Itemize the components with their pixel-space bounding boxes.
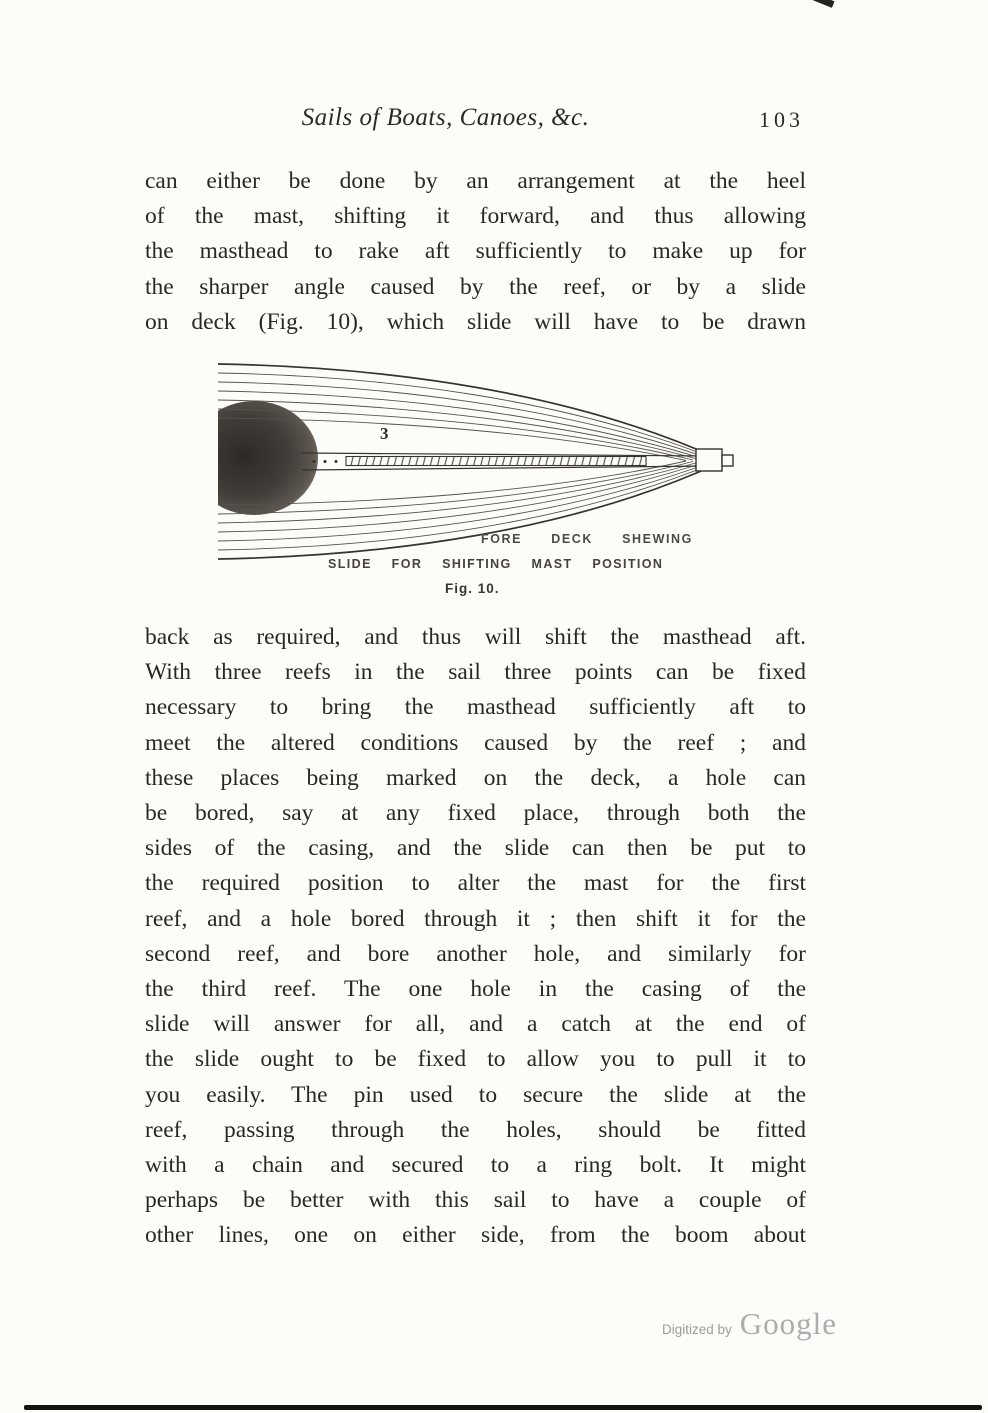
text-line: perhaps be better with this sail to have a couple of — [145, 1187, 806, 1214]
text-line: back as required, and thus will shift the masthead aft. — [145, 624, 806, 650]
text-line: slide will answer for all, and a catch at the end of — [145, 1011, 806, 1038]
text-line: the third reef. The one hole in the casing of the — [145, 976, 806, 1003]
text-line: second reef, and bore another hole, and similarly for — [145, 940, 806, 967]
digitized-by-text: Digitized by — [662, 1322, 732, 1337]
text-line: necessary to bring the masthead sufficiently aft to — [145, 694, 806, 721]
running-title: Sails of Boats, Canoes, &c. — [301, 104, 590, 131]
text-line: can either be done by an arrangement at the heel — [145, 168, 806, 194]
text-line: reef, and a hole bored through it ; then shift it for the — [145, 905, 806, 932]
text-line: with a chain and secured to a ring bolt. It might — [145, 1152, 806, 1179]
text-line: you easily. The pin used to secure the slide at the — [145, 1081, 806, 1108]
text-line: be bored, say at any fixed place, through both the — [145, 800, 806, 827]
scan-artifact — [811, 0, 834, 8]
bow-tip-fitting — [696, 449, 733, 471]
page-header — [145, 104, 806, 144]
text-line: these places being marked on the deck, a hole can — [145, 764, 806, 791]
text-line: of the mast, shifting it forward, and thus allowing — [145, 203, 806, 230]
paragraph-top — [145, 164, 806, 340]
slide-number-label: 3 — [380, 424, 389, 443]
text-line: sides of the casing, and the slide can then be put to — [145, 835, 806, 862]
text-line: on deck (Fig. 10), which slide will have to be drawn — [145, 308, 806, 335]
scan-edge-line — [24, 1405, 982, 1410]
text-line: With three reefs in the sail three points can be fixed — [145, 659, 806, 686]
page-number: 103 — [759, 107, 804, 132]
figure-caption-line-1: FORE DECK SHEWING — [481, 532, 694, 546]
text-line: the masthead to rake aft sufficiently to make up for — [145, 238, 806, 265]
google-logo: Google — [739, 1306, 838, 1341]
paragraph-bottom — [145, 620, 806, 1254]
slide-bar — [346, 457, 646, 466]
figure-caption-line-2: SLIDE FOR SHIFTING MAST POSITION — [328, 557, 664, 571]
figure-label: Fig. 10. — [445, 581, 500, 596]
figure-10 — [218, 358, 738, 606]
text-line: the slide ought to be fixed to allow you to pull it to — [145, 1046, 806, 1073]
text-line: the required position to alter the mast for the first — [145, 870, 806, 897]
text-line: other lines, one on either side, from the boom about — [145, 1222, 806, 1249]
text-line: meet the altered conditions caused by the reef ; and — [145, 729, 806, 756]
text-line: the sharper angle caused by the reef, or by a slide — [145, 273, 806, 300]
google-watermark — [662, 1306, 837, 1342]
text-line: reef, passing through the holes, should be fitted — [145, 1116, 806, 1143]
